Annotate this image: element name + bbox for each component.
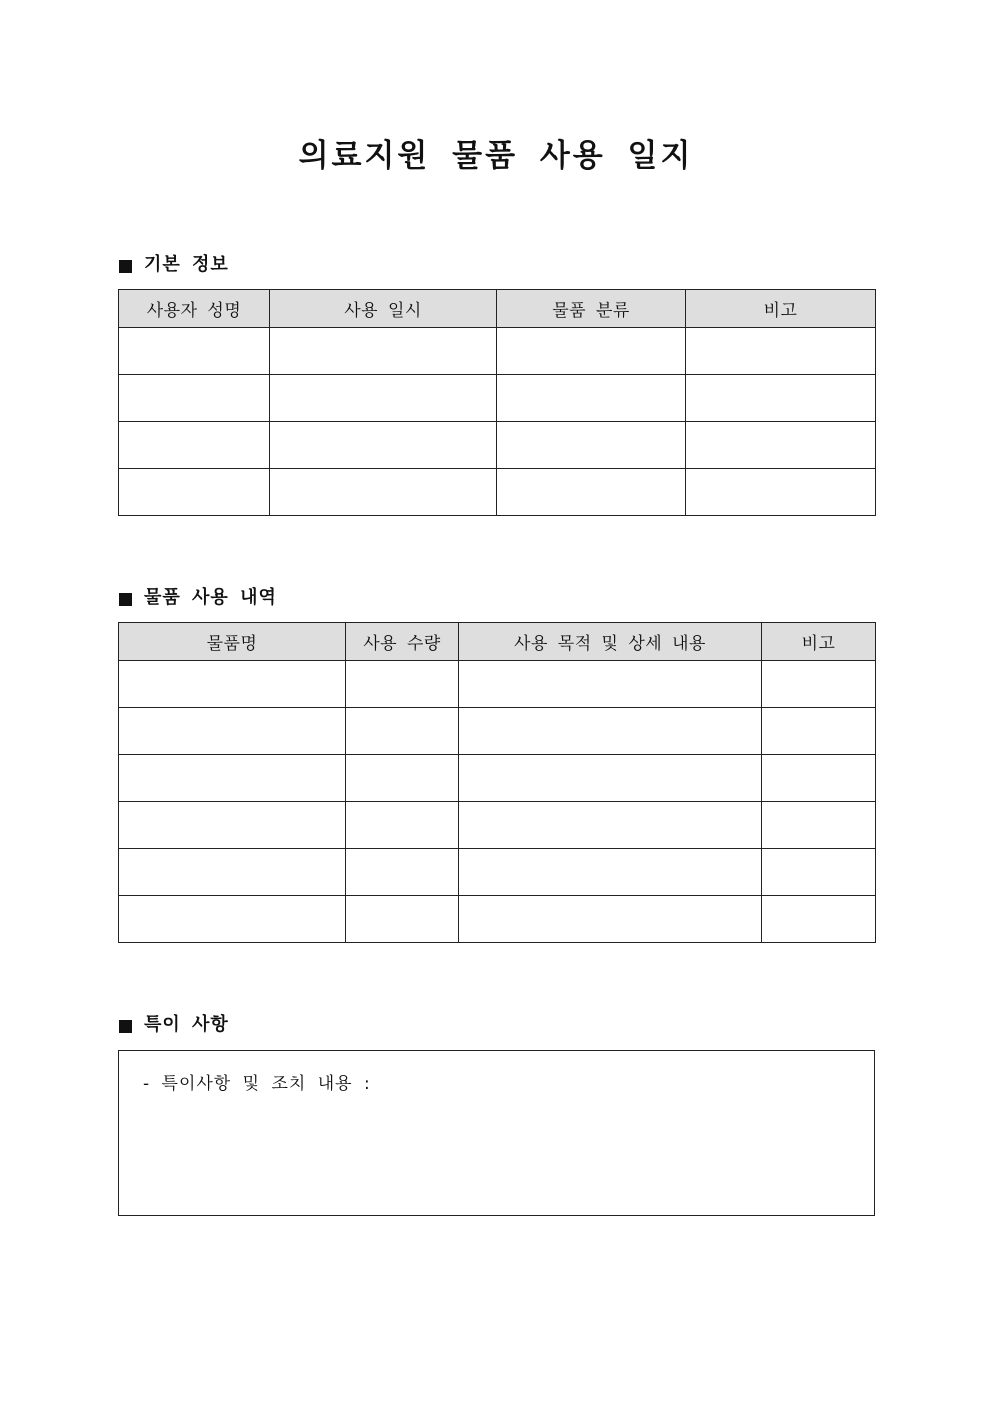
remarks-cell[interactable]	[762, 802, 876, 849]
usage-datetime-cell[interactable]	[270, 328, 497, 375]
usage-details-heading	[119, 586, 277, 610]
table-row	[119, 849, 876, 896]
item-name-cell[interactable]	[119, 708, 346, 755]
table-row	[119, 708, 876, 755]
item-category-cell[interactable]	[497, 469, 686, 516]
table-row	[119, 802, 876, 849]
special-notes-heading-text: 특이 사항	[144, 1014, 229, 1035]
remarks-cell[interactable]	[762, 896, 876, 943]
column-header-usage-datetime: 사용 일시	[270, 290, 497, 328]
basic-info-table	[118, 289, 876, 516]
quantity-cell[interactable]	[346, 661, 459, 708]
user-name-cell[interactable]	[119, 422, 270, 469]
user-name-cell[interactable]	[119, 328, 270, 375]
table-row	[119, 328, 876, 375]
basic-info-heading-text: 기본 정보	[144, 254, 229, 275]
table-row	[119, 422, 876, 469]
basic-info-heading	[119, 253, 229, 277]
quantity-cell[interactable]	[346, 896, 459, 943]
item-category-cell[interactable]	[497, 328, 686, 375]
column-header-purpose: 사용 목적 및 상세 내용	[459, 623, 762, 661]
remarks-cell[interactable]	[686, 469, 876, 516]
table-row	[119, 755, 876, 802]
usage-datetime-cell[interactable]	[270, 469, 497, 516]
purpose-cell[interactable]	[459, 708, 762, 755]
usage-datetime-cell[interactable]	[270, 375, 497, 422]
column-header-quantity: 사용 수량	[346, 623, 459, 661]
user-name-cell[interactable]	[119, 469, 270, 516]
remarks-cell[interactable]	[686, 375, 876, 422]
usage-details-table	[118, 622, 876, 943]
square-bullet-icon	[119, 1020, 132, 1033]
purpose-cell[interactable]	[459, 802, 762, 849]
column-header-user-name: 사용자 성명	[119, 290, 270, 328]
table-row	[119, 375, 876, 422]
quantity-cell[interactable]	[346, 708, 459, 755]
special-notes-box[interactable]	[118, 1050, 875, 1216]
remarks-cell[interactable]	[762, 849, 876, 896]
table-header-row	[119, 290, 876, 328]
remarks-cell[interactable]	[762, 708, 876, 755]
special-notes-label: - 특이사항 및 조치 내용 :	[143, 1074, 371, 1094]
square-bullet-icon	[119, 260, 132, 273]
purpose-cell[interactable]	[459, 849, 762, 896]
item-name-cell[interactable]	[119, 849, 346, 896]
page-title: 의료지원 물품 사용 일지	[298, 138, 694, 174]
purpose-cell[interactable]	[459, 661, 762, 708]
table-row	[119, 661, 876, 708]
quantity-cell[interactable]	[346, 755, 459, 802]
quantity-cell[interactable]	[346, 849, 459, 896]
column-header-remarks: 비고	[686, 290, 876, 328]
remarks-cell[interactable]	[762, 661, 876, 708]
square-bullet-icon	[119, 593, 132, 606]
table-row	[119, 896, 876, 943]
remarks-cell[interactable]	[686, 328, 876, 375]
remarks-cell[interactable]	[686, 422, 876, 469]
usage-details-heading-text: 물품 사용 내역	[144, 587, 277, 608]
item-name-cell[interactable]	[119, 755, 346, 802]
column-header-item-name: 물품명	[119, 623, 346, 661]
user-name-cell[interactable]	[119, 375, 270, 422]
table-header-row	[119, 623, 876, 661]
column-header-remarks: 비고	[762, 623, 876, 661]
item-name-cell[interactable]	[119, 896, 346, 943]
item-name-cell[interactable]	[119, 661, 346, 708]
usage-datetime-cell[interactable]	[270, 422, 497, 469]
purpose-cell[interactable]	[459, 896, 762, 943]
column-header-item-category: 물품 분류	[497, 290, 686, 328]
quantity-cell[interactable]	[346, 802, 459, 849]
purpose-cell[interactable]	[459, 755, 762, 802]
table-row	[119, 469, 876, 516]
remarks-cell[interactable]	[762, 755, 876, 802]
item-name-cell[interactable]	[119, 802, 346, 849]
item-category-cell[interactable]	[497, 422, 686, 469]
special-notes-heading	[119, 1013, 229, 1037]
item-category-cell[interactable]	[497, 375, 686, 422]
